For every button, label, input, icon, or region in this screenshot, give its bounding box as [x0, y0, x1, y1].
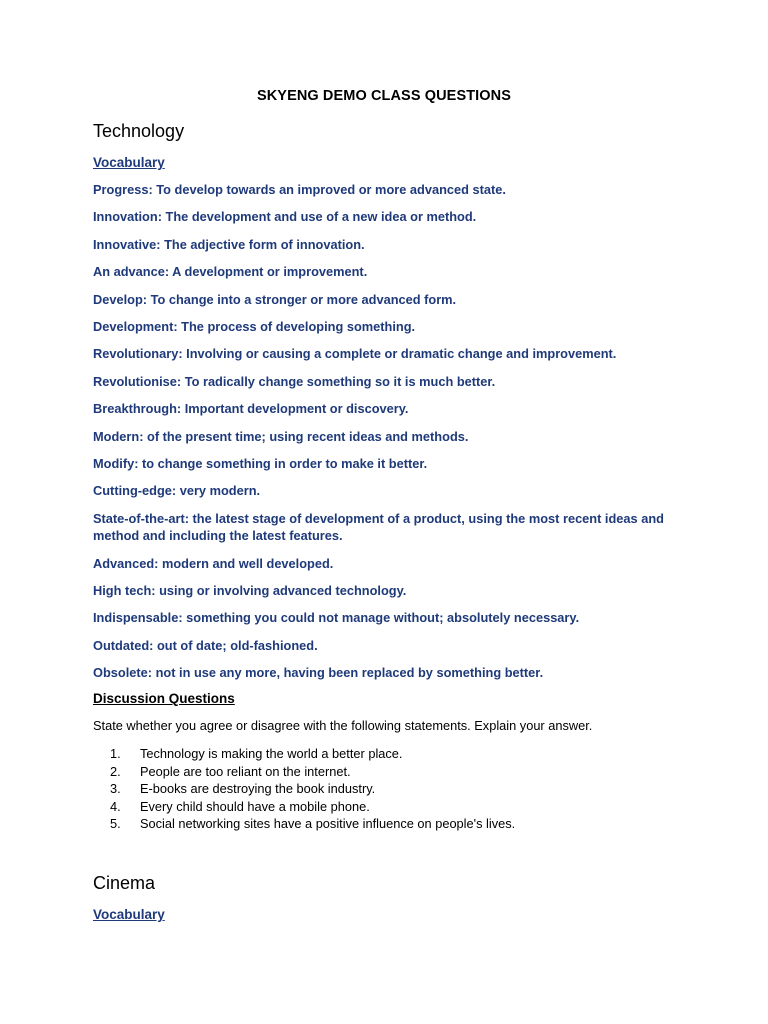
- vocabulary-item: Develop: To change into a stronger or more advanced form.: [93, 291, 457, 307]
- discussion-question: [110, 798, 515, 816]
- vocabulary-item: Development: The process of developing something.: [93, 318, 416, 334]
- discussion-question: [110, 763, 515, 781]
- section-heading-technology: Technology: [93, 121, 185, 141]
- vocabulary-item: An advance: A development or improvement.: [93, 264, 368, 280]
- vocabulary-heading-technology: Vocabulary: [93, 155, 165, 170]
- question-number: 1.: [110, 746, 121, 761]
- section-heading-cinema: Cinema: [93, 873, 156, 893]
- document-title: SKYENG DEMO CLASS QUESTIONS: [256, 88, 512, 104]
- discussion-question: [110, 780, 515, 798]
- vocabulary-item: Revolutionary: Involving or causing a complete or dramatic change and improvement.: [93, 346, 617, 362]
- vocabulary-item: Advanced: modern and well developed.: [93, 555, 334, 571]
- vocabulary-item: Progress: To develop towards an improved or more advanced state.: [93, 182, 506, 197]
- discussion-questions-heading: Discussion Questions: [93, 691, 235, 706]
- vocabulary-heading-cinema: Vocabulary: [93, 907, 165, 922]
- vocabulary-item: Innovation: The development and use of a new idea or method.: [93, 209, 477, 225]
- vocabulary-item: Indispensable: something you could not manage without; absolutely necessary.: [93, 610, 580, 626]
- question-text: People are too reliant on the internet.: [140, 763, 351, 779]
- discussion-instruction: State whether you agree or disagree with the following statements. Explain your answer.: [93, 718, 593, 733]
- discussion-question-list: [110, 745, 515, 833]
- vocabulary-item: Outdated: out of date; old-fashioned.: [93, 637, 318, 653]
- question-number: 2.: [110, 763, 121, 779]
- vocabulary-item: Obsolete: not in use any more, having been replaced by something better.: [93, 665, 544, 681]
- vocabulary-item: Innovative: The adjective form of innovation.: [93, 236, 365, 252]
- question-number: 5.: [110, 816, 121, 832]
- vocabulary-item: Breakthrough: Important development or discovery.: [93, 401, 409, 417]
- vocabulary-item: High tech: using or involving advanced technology.: [93, 582, 407, 598]
- question-text: E-books are destroying the book industry.: [140, 781, 376, 797]
- vocabulary-item: Revolutionise: To radically change something so it is much better.: [93, 373, 496, 389]
- question-text: Social networking sites have a positive influence on people's lives.: [140, 816, 516, 832]
- vocabulary-item: Modify: to change something in order to make it better.: [93, 455, 428, 471]
- vocabulary-item: State-of-the-art: the latest stage of development of a product, using the most recent ideas and method and including the latest features.: [93, 510, 664, 544]
- question-text: Every child should have a mobile phone.: [140, 798, 370, 814]
- discussion-question: [110, 745, 515, 763]
- discussion-question: [110, 815, 515, 833]
- vocabulary-item: Cutting-edge: very modern.: [93, 483, 261, 499]
- question-number: 3.: [110, 781, 121, 797]
- vocabulary-item: Modern: of the present time; using recent ideas and methods.: [93, 428, 469, 444]
- question-text: Technology is making the world a better place.: [140, 746, 403, 761]
- vocabulary-list-technology: [93, 181, 683, 692]
- question-number: 4.: [110, 798, 121, 814]
